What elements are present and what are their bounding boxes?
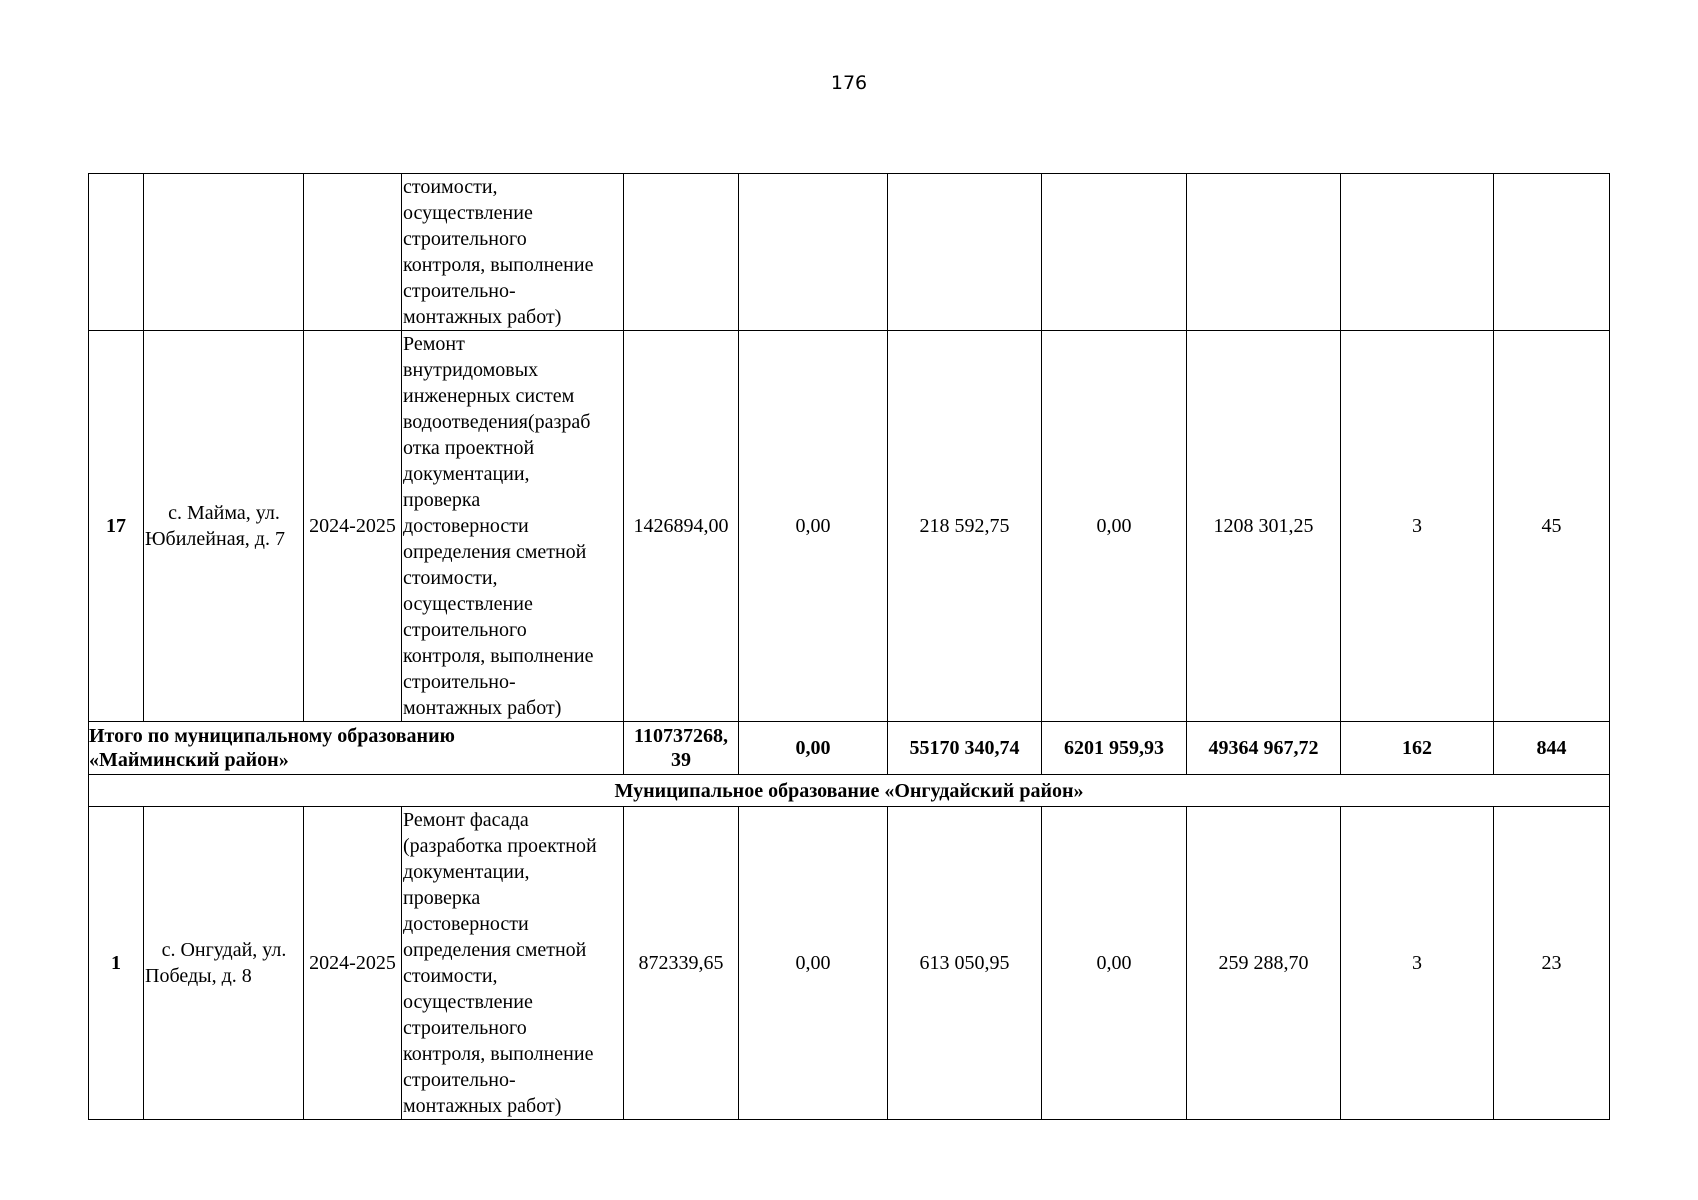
cell-col-6 — [888, 174, 1042, 331]
cell-col-5: 0,00 — [739, 331, 888, 722]
cell-total-cost: 872339,65 — [624, 807, 739, 1120]
section-header: Муниципальное образование «Онгудайский район» — [89, 775, 1610, 807]
cell-col-9 — [1341, 174, 1494, 331]
cell-number: 17 — [89, 331, 144, 722]
cell-col-7: 0,00 — [1042, 331, 1187, 722]
cell-address: с. Майма, ул. Юбилейная, д. 7 — [144, 331, 304, 722]
total-col-6: 55170 340,74 — [888, 722, 1042, 775]
cell-period: 2024-2025 — [304, 331, 402, 722]
cell-col-7 — [1042, 174, 1187, 331]
cell-description: Ремонт внутридомовых инженерных систем водоотведения(разраб отка проектной документации, проверка достоверности определения сметной стоимости, осуществление строительного контроля, выполнение строительно- монтажных работ) — [402, 331, 624, 722]
total-col-5: 0,00 — [739, 722, 888, 775]
cell-col-10 — [1494, 174, 1610, 331]
cell-address: с. Онгудай, ул. Победы, д. 8 — [144, 807, 304, 1120]
cell-period: 2024-2025 — [304, 807, 402, 1120]
table-total-row — [89, 722, 1610, 775]
cell-col-6: 613 050,95 — [888, 807, 1042, 1120]
table-row — [89, 331, 1610, 722]
cell-col-8 — [1187, 174, 1341, 331]
cell-col-7: 0,00 — [1042, 807, 1187, 1120]
cell-number: 1 — [89, 807, 144, 1120]
cell-col-9: 3 — [1341, 331, 1494, 722]
section-header-row — [89, 775, 1610, 807]
total-col-7: 6201 959,93 — [1042, 722, 1187, 775]
cell-col-10: 23 — [1494, 807, 1610, 1120]
cell-address — [144, 174, 304, 331]
cell-total-cost: 1426894,00 — [624, 331, 739, 722]
cell-col-5: 0,00 — [739, 807, 888, 1120]
capital-repair-table — [88, 173, 1610, 1120]
cell-col-9: 3 — [1341, 807, 1494, 1120]
cell-number — [89, 174, 144, 331]
cell-col-10: 45 — [1494, 331, 1610, 722]
table-row-continuation — [89, 174, 1610, 331]
total-col-10: 844 — [1494, 722, 1610, 775]
table-row — [89, 807, 1610, 1120]
page-number: 176 — [830, 72, 868, 94]
cell-col-5 — [739, 174, 888, 331]
cell-total-cost — [624, 174, 739, 331]
total-col-9: 162 — [1341, 722, 1494, 775]
total-col-8: 49364 967,72 — [1187, 722, 1341, 775]
total-cost: 110737268, 39 — [624, 722, 739, 775]
cell-col-8: 259 288,70 — [1187, 807, 1341, 1120]
total-label: Итого по муниципальному образованию «Майминский район» — [89, 722, 624, 775]
cell-description: стоимости, осуществление строительного контроля, выполнение строительно- монтажных работ) — [402, 174, 624, 331]
cell-period — [304, 174, 402, 331]
cell-col-6: 218 592,75 — [888, 331, 1042, 722]
cell-col-8: 1208 301,25 — [1187, 331, 1341, 722]
cell-description: Ремонт фасада (разработка проектной документации, проверка достоверности определения сметной стоимости, осуществление строительного контроля, выполнение строительно- монтажных работ) — [402, 807, 624, 1120]
